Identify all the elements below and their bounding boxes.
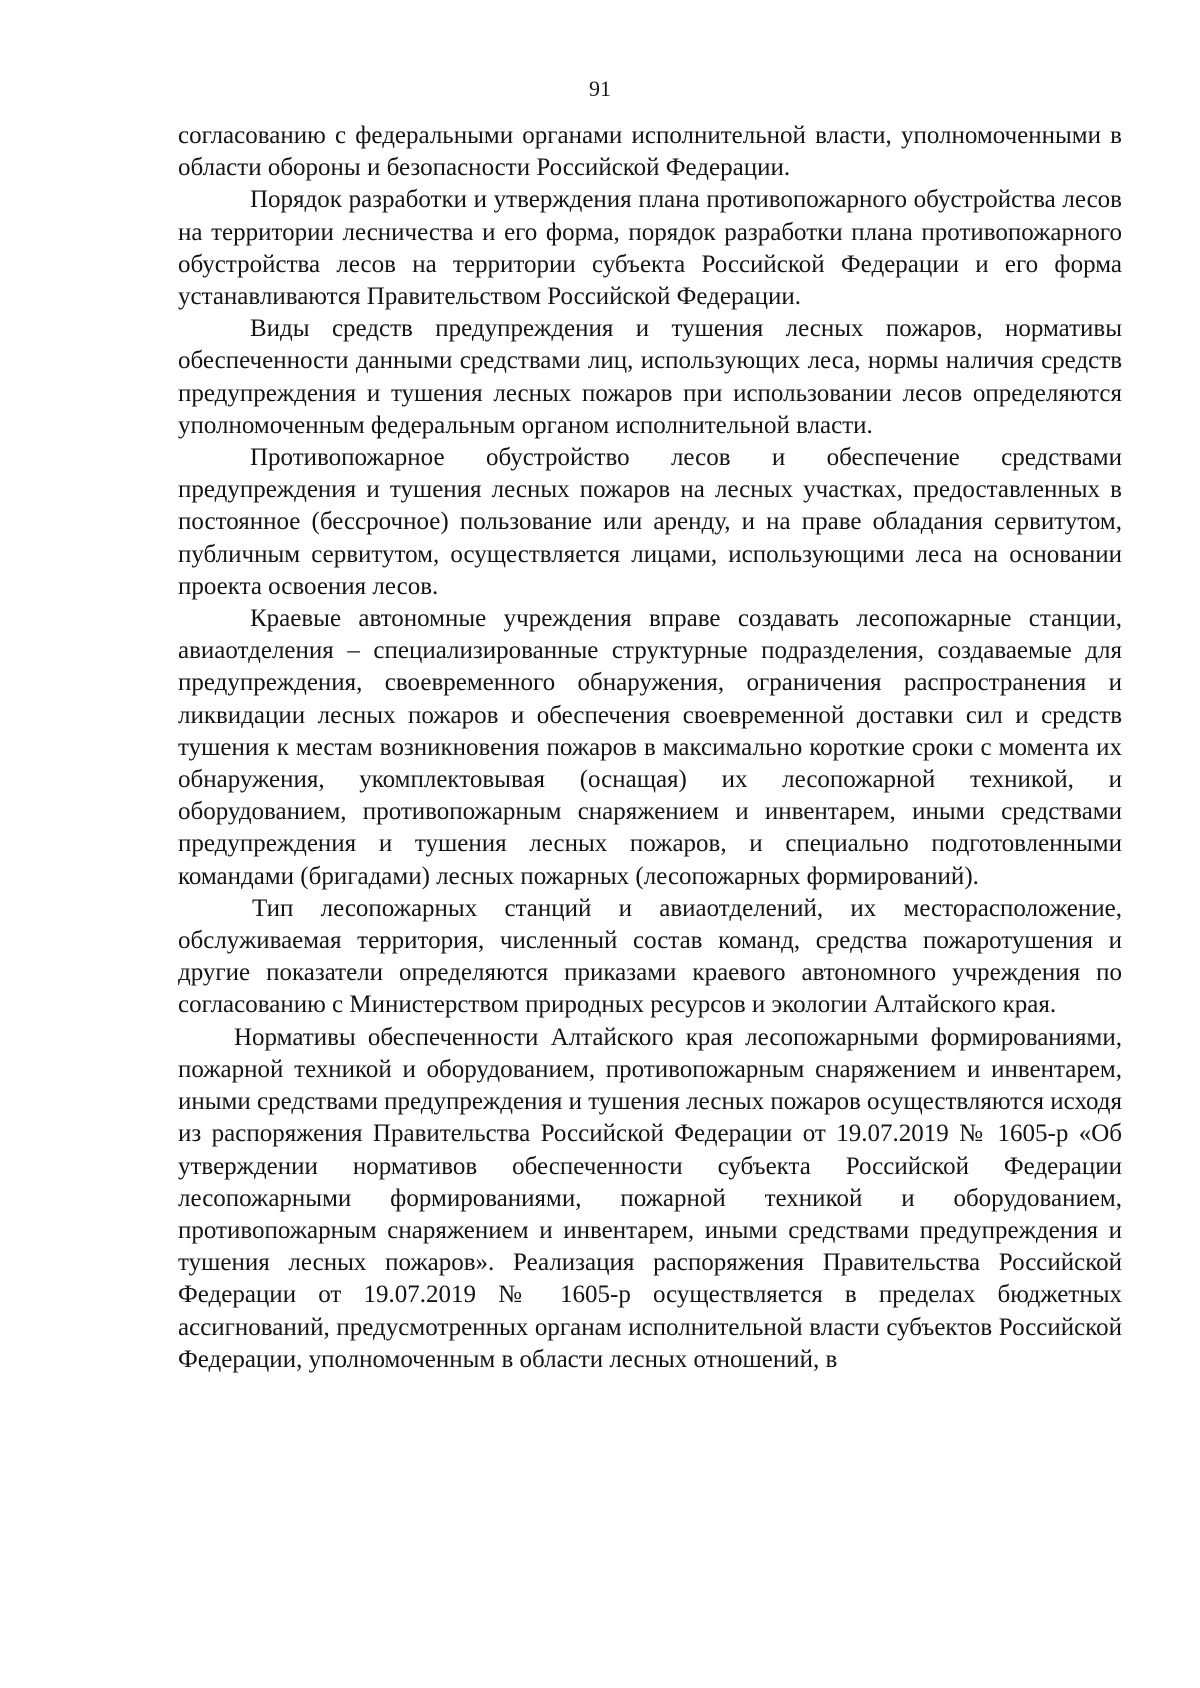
page-number: 91	[589, 76, 611, 101]
paragraph-continuation: согласованию с федеральными органами исполнительной власти, уполномоченными в области обороны и безопасности Российской Федерации.	[178, 122, 1122, 182]
document-body	[178, 120, 1122, 1376]
paragraph-supply-standards: Нормативы обеспеченности Алтайского края лесопожарными формированиями, пожарной техникой и оборудованием, противопожарным снаряжением и инвентарем, иными средствами предупреждения и тушения лесных пожаров осуществляются исходя из распоряжения Правительства Российской Федерации от 19.07.2019 № 1605-р «Об утверждении нормативов обеспеченности субъекта Российской Федерации лесопожарными формированиями, пожарной техникой и оборудованием, противопожарным снаряжением и инвентарем, иными средствами предупреждения и тушения лесных пожаров». Реализация распоряжения Правительства Российской Федерации от 19.07.2019 № 1605-р осуществляется в пределах бюджетных ассигнований, предусмотренных органам исполнительной власти субъектов Российской Федерации, уполномоченным в области лесных отношений, в	[178, 1023, 1122, 1373]
paragraph-fire-plan-procedure: Порядок разработки и утверждения плана противопожарного обустройства лесов на территории лесничества и его форма, порядок разработки плана противопожарного обустройства лесов на территории субъекта Российской Федерации и его форма устанавливаются Правительством Российской Федерации.	[178, 186, 1122, 311]
paragraph-fire-means-types: Виды средств предупреждения и тушения лесных пожаров, нормативы обеспеченности данными средствами лиц, использующих леса, нормы наличия средств предупреждения и тушения лесных пожаров при использовании лесов определяются уполномоченным федеральным органом исполнительной власти.	[178, 315, 1122, 439]
paragraph-fire-arrangement: Противопожарное обустройство лесов и обеспечение средствами предупреждения и тушения лесных пожаров на лесных участках, предоставленных в постоянное (бессрочное) пользование или аренду, и на праве обладания сервитутом, публичным сервитутом, осуществляется лицами, использующими леса на основании проекта освоения лесов.	[178, 444, 1122, 600]
paragraph-autonomous-institutions: Краевые автономные учреждения вправе создавать лесопожарные станции, авиаотделения – специализированные структурные подразделения, создаваемые для предупреждения, своевременного обнаружения, ограничения распространения и ликвидации лесных пожаров и обеспечения своевременной доставки сил и средств тушения к местам возникновения пожаров в максимально короткие сроки с момента их обнаружения, укомплектовывая (оснащая) их лесопожарной техникой, и оборудованием, противопожарным снаряжением и инвентарем, иными средствами предупреждения и тушения лесных пожаров, и специально подготовленными командами (бригадами) лесных пожарных (лесопожарных формирований).	[178, 605, 1122, 890]
paragraph-station-types: Тип лесопожарных станций и авиаотделений, их месторасположение, обслуживаемая территория, численный состав команд, средства пожаротушения и другие показатели определяются приказами краевого автономного учреждения по согласованию с Министерством природных ресурсов и экологии Алтайского края.	[178, 894, 1122, 1019]
